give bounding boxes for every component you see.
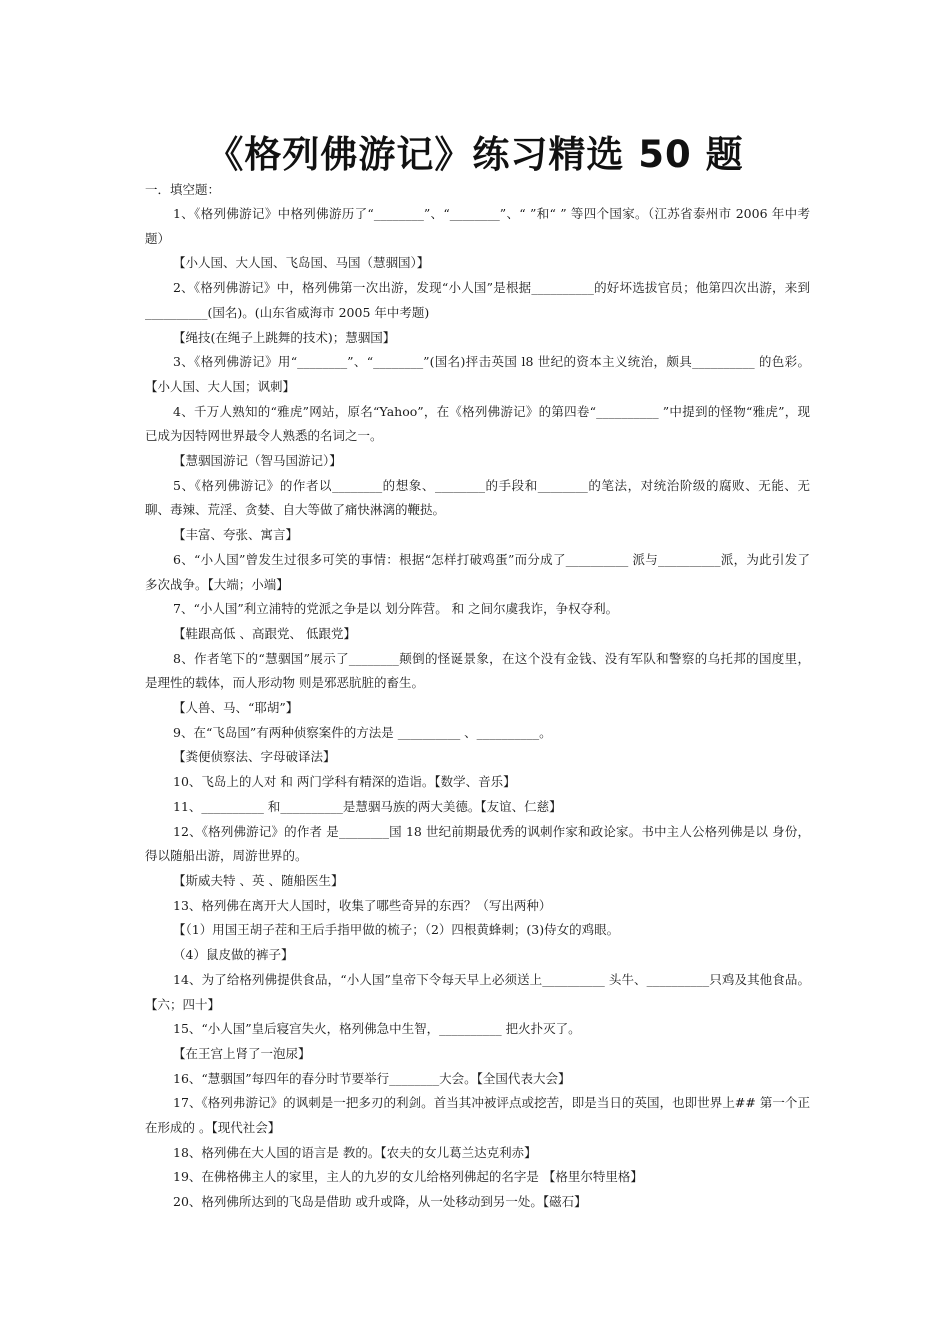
question-14: 14、为了给格列佛提供食品，“小人国”皇帝下令每天早上必须送上__________ 头牛、__________只鸡及其他食品。【六；四十】 (145, 971, 810, 1012)
document-title: 《格列佛游记》练习精选 50 题 (206, 133, 744, 176)
answer-15: 【在王宫上肾了一泡尿】 (173, 1045, 311, 1061)
question-19: 19、在佛格佛主人的家里，主人的九岁的女儿给格列佛起的名字是 【格里尔特里格】 (173, 1169, 643, 1185)
answer-13: 【（1）用国王胡子茬和王后手指甲做的梳子；（2）四根黄蜂刺；(3)侍女的鸡眼。 (173, 922, 620, 938)
answer-9: 【粪便侦察法、字母破译法】 (173, 749, 336, 765)
question-16: 16、“慧骃国”每四年的春分时节要举行________大会。【全国代表大会】 (173, 1070, 571, 1086)
answer-12: 【斯威夫特 、英 、随船医生】 (173, 872, 344, 888)
answer-1: 【小人国、大人国、飞岛国、马国（慧骃国）】 (173, 255, 430, 271)
question-11: 11、__________ 和__________是慧骃马族的两大美德。【友谊、仁慈】 (173, 798, 562, 814)
answer-13-continued: （4）鼠皮做的裤子】 (173, 947, 294, 963)
question-8: 8、作者笔下的“慧骃国”展示了________颠倒的怪诞景象，在这个没有金钱、没有军队和警察的乌托邦的国度里， 是理性的载体，而人形动物 则是邪恶肮脏的畜生。 (145, 650, 810, 691)
question-18: 18、格列佛在大人国的语言是 教的。【农夫的女儿葛兰达克利赤】 (173, 1144, 537, 1160)
section-heading: 一．填空题： (145, 182, 221, 197)
question-13: 13、格列佛在离开大人国时，收集了哪些奇异的东西？（写出两种） (173, 897, 552, 913)
question-9: 9、在“飞岛国”有两种侦察案件的方法是 __________ 、__________。 (173, 724, 552, 740)
question-4: 4、千万人熟知的“雅虎”网站，原名“Yahoo”，在《格列佛游记》的第四卷“__________ ”中提到的怪物“雅虎”，现已成为因特网世界最令人熟悉的名词之一。 (145, 403, 810, 444)
question-10: 10、飞岛上的人对 和 两门学科有精深的造诣。【数学、音乐】 (173, 774, 516, 790)
question-6: 6、“小人国”曾发生过很多可笑的事情：根据“怎样打破鸡蛋”而分成了__________ 派与__________派，为此引发了多次战争。【大端；小端】 (145, 551, 810, 592)
question-15: 15、“小人国”皇后寝宫失火，格列佛急中生智，__________ 把火扑灭了。 (173, 1021, 581, 1037)
document-body (145, 202, 810, 1215)
question-12: 12、《格列佛游记》的作者 是________国 18 世纪前期最优秀的讽刺作家和政论家。书中主人公格列佛是以 身份，得以随船出游，周游世界的。 (145, 823, 810, 864)
answer-8: 【人兽、马、“耶胡”】 (173, 700, 299, 716)
question-7: 7、“小人国”利立浦特的党派之争是以 划分阵营。 和 之间尔虞我诈，争权夺利。 (173, 601, 619, 617)
question-1: 1、《格列佛游记》中格列佛游历了“________”、“________”、“ ”和“ ” 等四个国家。（江苏省泰州市 2006 年中考题） (145, 206, 810, 246)
answer-5: 【丰富、夸张、寓言】 (173, 527, 299, 543)
question-2: 2、《格列佛游记》中，格列佛第一次出游，发现“小人国”是根据__________的好坏选拔官员；他第四次出游，来到__________(国名)。(山东省威海市 2005 年中考题) (145, 280, 810, 320)
answer-2: 【绳技(在绳子上跳舞的技术)；慧骃国】 (173, 329, 396, 345)
question-3: 3、《格列佛游记》用“________”、“________”(国名)抨击英国 l8 世纪的资本主义统治，颇具__________ 的色彩。【小人国、大人国；讽刺】 (145, 354, 810, 394)
answer-7: 【鞋跟高低 、高跟党、 低跟党】 (173, 625, 356, 641)
question-5: 5、《格列佛游记》的作者以________的想象、________的手段和________的笔法，对统治阶级的腐败、无能、无聊、毒辣、荒淫、贪婪、自大等做了痛快淋漓的鞭挞。 (145, 477, 810, 518)
answer-4: 【慧骃国游记（智马国游记）】 (173, 453, 342, 469)
question-17: 17、《格列弗游记》的讽刺是一把多刃的利剑。首当其冲被评点或挖苦，即是当日的英国，也即世界上## 第一个正在形成的 。【现代社会】 (145, 1095, 810, 1136)
question-20: 20、格列佛所达到的飞岛是借助 或升或降，从一处移动到另一处。【磁石】 (173, 1194, 587, 1210)
